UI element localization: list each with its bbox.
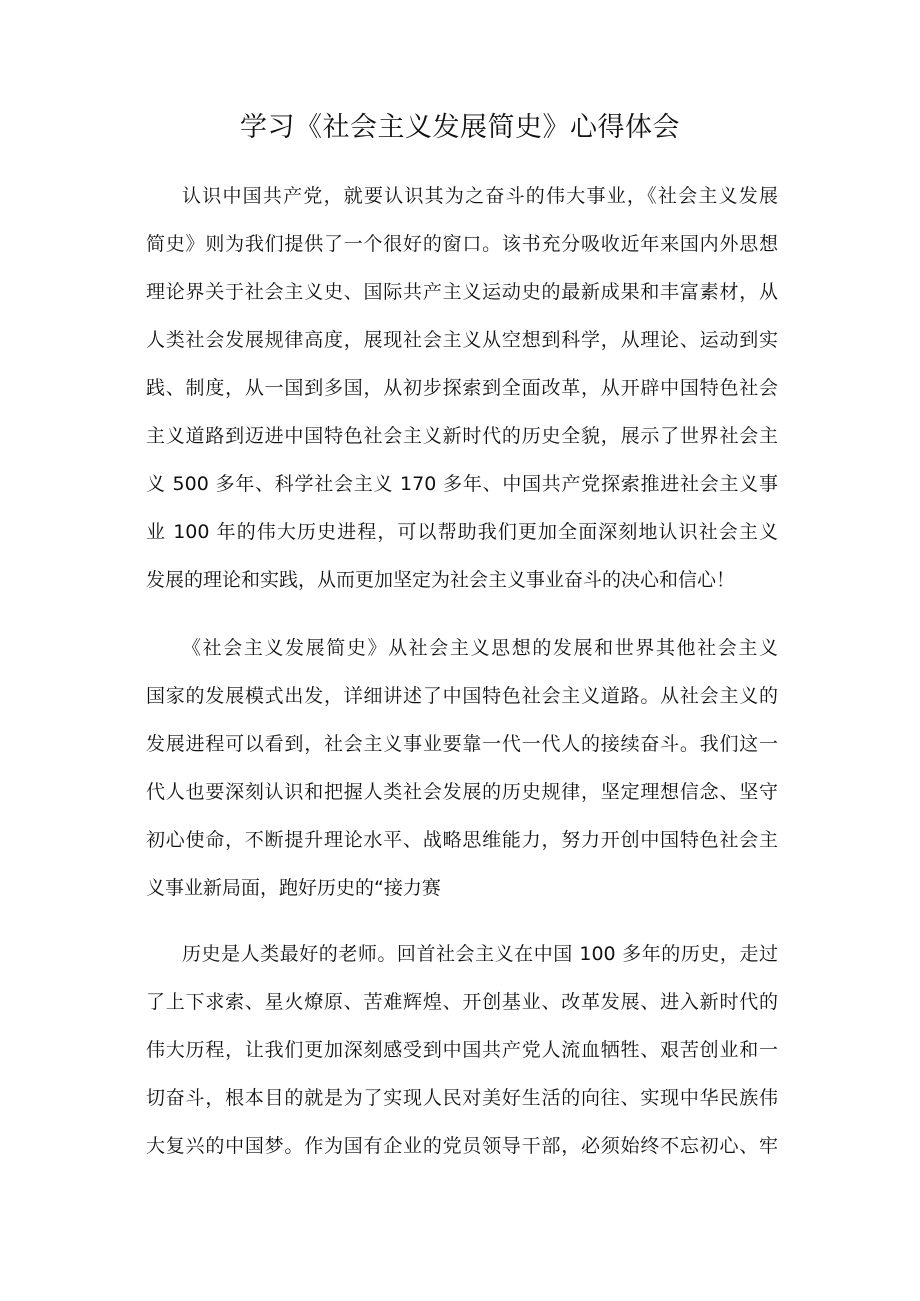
paragraph-line: 认识中国共产党，就要认识其为之奋斗的伟大事业，《社会主义发展 <box>182 185 778 207</box>
paragraph-line: 了上下求索、星火燎原、苦难辉煌、开创基业、改革发展、进入新时代的 <box>146 991 778 1013</box>
paragraph-line: 人类社会发展规律高度，展现社会主义从空想到科学，从理论、运动到实 <box>146 329 778 351</box>
paragraph-line: 义事业新局面，跑好历史的“接力赛 <box>146 877 441 899</box>
paragraph-3 <box>146 930 778 1170</box>
paragraph-line: 主义道路到迈进中国特色社会主义新时代的历史全貌，展示了世界社会主 <box>146 425 778 447</box>
paragraph-line: 伟大历程，让我们更加深刻感受到中国共产党人流血牺牲、艰苦创业和一 <box>146 1039 778 1061</box>
paragraph-line: 国家的发展模式出发，详细讲述了中国特色社会主义道路。从社会主义的 <box>146 685 778 707</box>
paragraph-line: 发展进程可以看到，社会主义事业要靠一代一代人的接续奋斗。我们这一 <box>146 733 778 755</box>
paragraph-line: 初心使命，不断提升理论水平、战略思维能力，努力开创中国特色社会主 <box>146 829 778 851</box>
paragraph-line: 代人也要深刻认识和把握人类社会发展的历史规律，坚定理想信念、坚守 <box>146 781 778 803</box>
document-title: 学习《社会主义发展简史》心得体会 <box>240 112 680 143</box>
paragraph-1 <box>146 172 778 604</box>
paragraph-line: 大复兴的中国梦。作为国有企业的党员领导干部，必须始终不忘初心、牢 <box>146 1135 778 1157</box>
paragraph-line: 践、制度，从一国到多国，从初步探索到全面改革，从开辟中国特色社会 <box>146 377 778 399</box>
paragraph-line: 义 500 多年、科学社会主义 170 多年、中国共产党探索推进社会主义事 <box>146 473 778 495</box>
paragraph-line: 业 100 年的伟大历史进程，可以帮助我们更加全面深刻地认识社会主义 <box>146 521 778 543</box>
paragraph-line: 《社会主义发展简史》从社会主义思想的发展和世界其他社会主义 <box>182 637 778 659</box>
paragraph-line: 发展的理论和实践，从而更加坚定为社会主义事业奋斗的决心和信心！ <box>146 569 736 591</box>
paragraph-line: 理论界关于社会主义史、国际共产主义运动史的最新成果和丰富素材，从 <box>146 281 778 303</box>
paragraph-line: 历史是人类最好的老师。回首社会主义在中国 100 多年的历史，走过 <box>182 943 778 965</box>
paragraph-line: 切奋斗，根本目的就是为了实现人民对美好生活的向往、实现中华民族伟 <box>146 1087 778 1109</box>
paragraph-line: 简史》则为我们提供了一个很好的窗口。该书充分吸收近年来国内外思想 <box>146 233 778 255</box>
paragraph-2 <box>146 624 778 912</box>
